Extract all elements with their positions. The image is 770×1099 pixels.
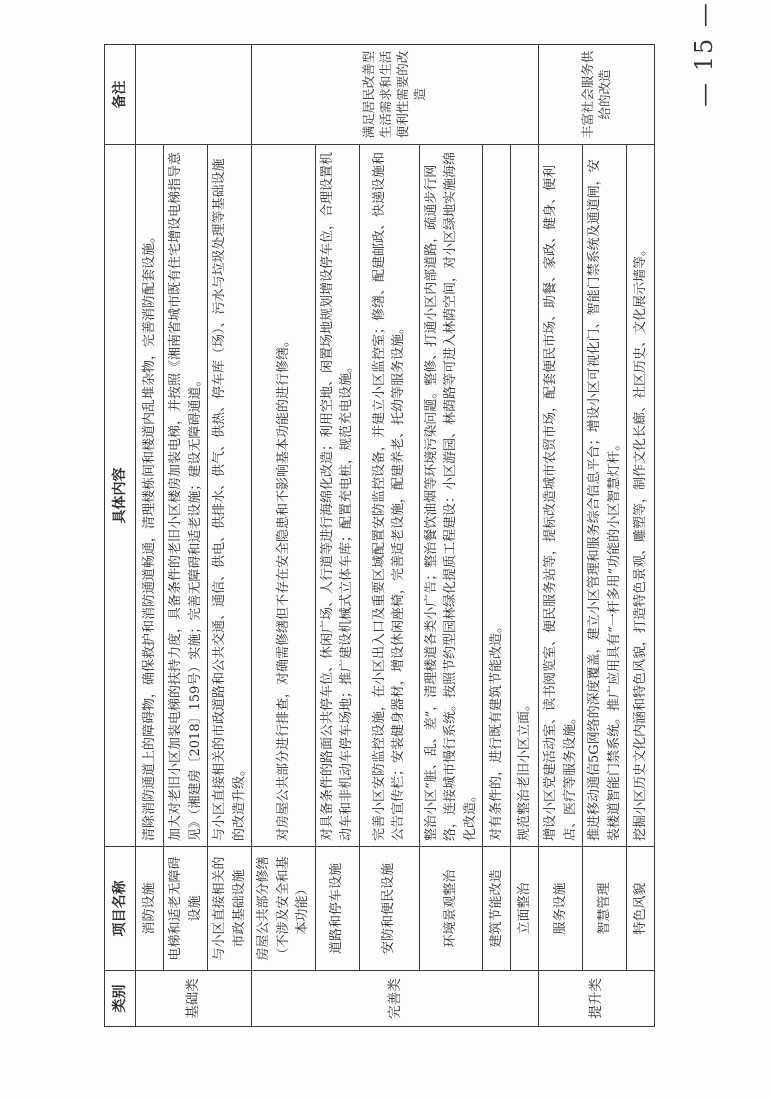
project-name: 房屋公共部分修缮（不涉及安全和基本功能） — [252, 847, 316, 971]
note-cell: 丰富社会服务供给的改造 — [539, 45, 655, 145]
project-name: 消防设施 — [136, 847, 164, 971]
page-number: — 15 — — [690, 1, 718, 107]
project-name: 特色风貌 — [627, 847, 655, 971]
project-content: 对具备条件的路面公共停车位、休闲广场、人行道等进行海绵化改造；利用空地、闲置场地规划增设停车位，合理设置机动车和非机动车停车场地；推广建设机械式立体车库；配置充电桩，规范充电设施。 — [315, 145, 359, 847]
project-content: 对有条件的，进行既有建筑节能改造。 — [483, 145, 511, 847]
project-name: 建筑节能改造 — [483, 847, 511, 971]
table-row — [583, 45, 627, 1027]
note-cell: 满足居民改善型生活需求和生活便利性需要的改造 — [252, 45, 539, 145]
project-content: 完善小区安防监控设施，在小区出入口及重要区域配置安防监控设备，并建立小区监控室；修缮、配建邮政、快递设施和公告宣传栏；安装健身器材，增设休闲座椅，完善适老设施，配建养老、托幼等服务设施。 — [359, 145, 419, 847]
project-name: 与小区直接相关的市政基础设施 — [208, 847, 252, 971]
category-cell: 提升类 — [539, 971, 655, 1027]
header-project: 项目名称 — [105, 847, 136, 971]
project-content: 规范整治老旧小区立面。 — [511, 145, 539, 847]
category-cell: 基础类 — [136, 971, 252, 1027]
table-row — [511, 45, 539, 1027]
category-cell: 完善类 — [252, 971, 539, 1027]
project-name: 环境景观整治 — [419, 847, 483, 971]
table-row — [627, 45, 655, 1027]
table-row — [136, 45, 164, 1027]
project-content: 挖掘小区历史文化内涵和特色风貌，打造特色景观、雕塑等，制作文化长廊、社区历史、文化展示墙等。 — [627, 145, 655, 847]
note-cell — [136, 45, 252, 145]
project-content: 清除消防通道上的障碍物，确保救护和消防通道畅通，清理楼栋间和楼道内乱堆杂物，完善消防配套设施。 — [136, 145, 164, 847]
project-name: 智慧管理 — [583, 847, 627, 971]
table-row — [208, 45, 252, 1027]
project-content: 推进移动通信5G网络的深度覆盖，建立小区管理和服务综合信息平台；增设小区可视化门、智能门禁系统及通道闸，安装楼道智能门禁系统。推广应用具有“一杆多用”功能的小区智慧灯杆。 — [583, 145, 627, 847]
table-row — [252, 45, 316, 1027]
project-content: 对房屋公共部分进行排查，对确需修缮但不存在安全隐患和不影响基本功能的进行修缮。 — [252, 145, 316, 847]
header-category: 类别 — [105, 971, 136, 1027]
table-row — [164, 45, 208, 1027]
table-row — [483, 45, 511, 1027]
project-name: 服务设施 — [539, 847, 583, 971]
table-row — [359, 45, 419, 1027]
project-name: 立面整治 — [511, 847, 539, 971]
project-content: 与小区直接相关的市政道路和公共交通、通信、供电、供排水、供气、供热、停车库（场）、污水与垃圾处理等基础设施的改造升级。 — [208, 145, 252, 847]
project-name: 安防和便民设施 — [359, 847, 419, 971]
table-row — [419, 45, 483, 1027]
project-content: 整治小区“脏、乱、差”，清理楼道各类小广告；整治餐饮油烟等环境污染问题。整修、打通小区内部道路，疏通步行网络，连接城市慢行系统。按照节约型园林绿化提质工程建设：小区游园、林荫路等可进入林荫空间，对小区绿地实施海绵化改造。 — [419, 145, 483, 847]
table-row — [315, 45, 359, 1027]
project-name: 道路和停车设施 — [315, 847, 359, 971]
project-content: 加大对老旧小区加装电梯的扶持力度，具备条件的老旧小区楼房加装电梯，并按照《湘南省城市既有住宅增设电梯指导意见》（湘建房〔2018〕159号）实施；完善无障碍和适老设施；建设无障碍通道。 — [164, 145, 208, 847]
renovation-projects-table — [104, 44, 655, 1027]
header-content: 具体内容 — [105, 145, 136, 847]
table-row — [539, 45, 583, 1027]
table-header-row — [105, 45, 136, 1027]
project-content: 增设小区党建活动室、读书阅览室、便民服务站等，提标改造城市农贸市场，配套便民市场、助餐、家政、健身、便利店、医疗等服务设施。 — [539, 145, 583, 847]
header-note: 备注 — [105, 45, 136, 145]
project-name: 电梯和适老无障碍设施 — [164, 847, 208, 971]
